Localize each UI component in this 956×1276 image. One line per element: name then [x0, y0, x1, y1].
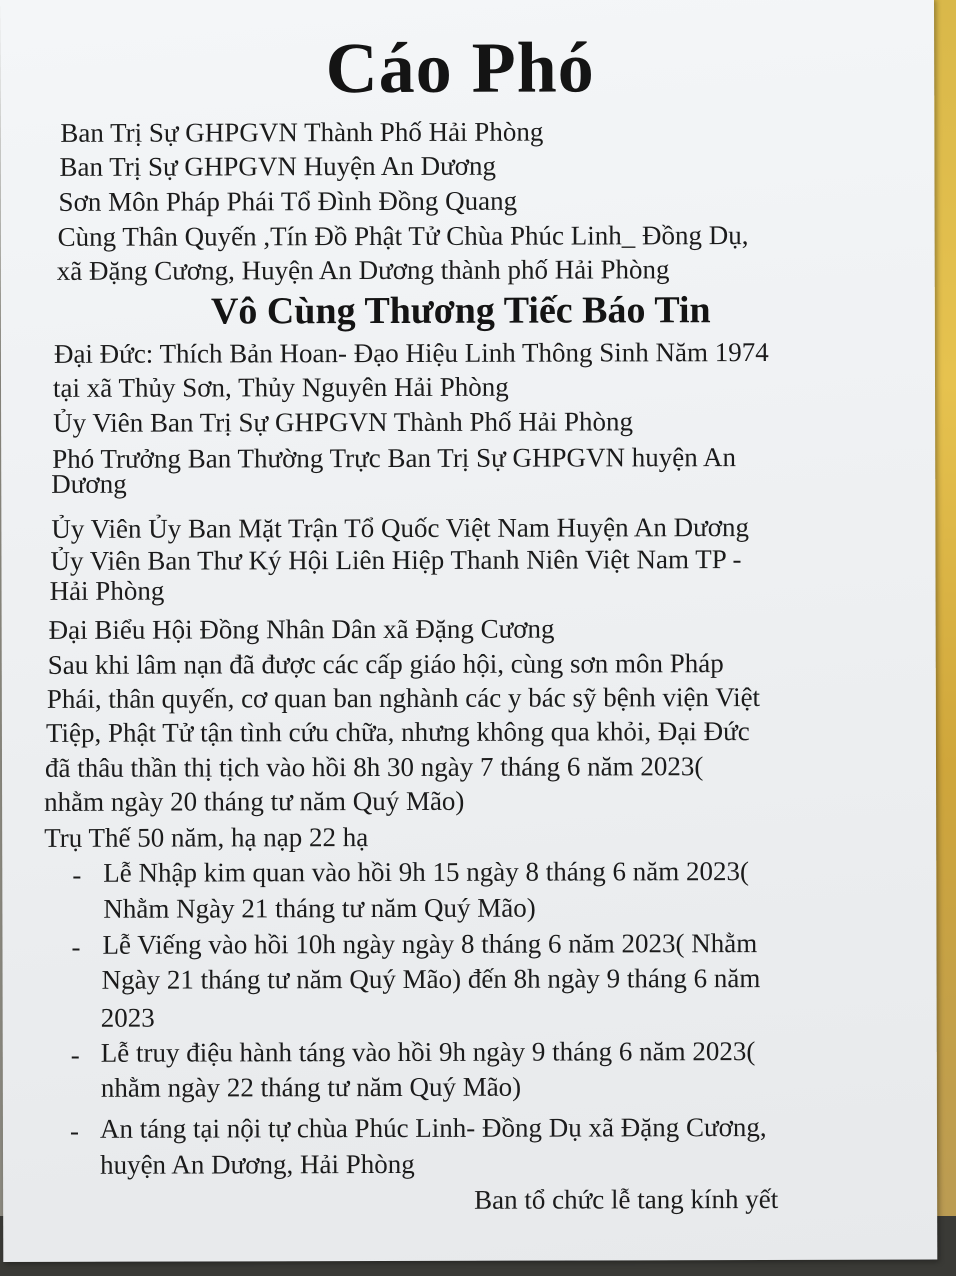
ceremony-line: Nhằm Ngày 21 tháng tư năm Quý Mão) — [103, 892, 536, 924]
announcement-heading: Vô Cùng Thương Tiếc Báo Tin — [210, 289, 711, 333]
deceased-line: Dương — [51, 468, 127, 499]
sender-line: Ban Trị Sự GHPGVN Huyện An Dương — [59, 150, 497, 182]
body-line: nhằm ngày 20 tháng tư năm Quý Mão) — [44, 785, 465, 817]
bullet-dash: - — [71, 931, 81, 962]
sender-line: xã Đặng Cương, Huyện An Dương thành phố Hải Phòng — [56, 254, 670, 286]
page-title: Cáo Phó — [325, 27, 595, 109]
bullet-dash: - — [69, 1115, 79, 1146]
ceremony-line: Lễ Viếng vào hồi 10h ngày ngày 8 tháng 6 năm 2023( Nhằm — [102, 928, 758, 960]
signoff: Ban tổ chức lễ tang kính yết — [474, 1183, 779, 1215]
bullet-dash: - — [70, 1039, 80, 1070]
ceremony-line: huyện An Dương, Hải Phòng — [100, 1148, 415, 1180]
deceased-line: Hải Phòng — [49, 575, 165, 606]
ceremony-line: Lễ truy điệu hành táng vào hồi 9h ngày 9 tháng 6 năm 2023( — [100, 1036, 756, 1068]
deceased-line: Phó Trưởng Ban Thường Trực Ban Trị Sự GHPGVN huyện An — [52, 442, 736, 474]
body-line: Phái, thân quyến, cơ quan ban nghành các y bác sỹ bệnh viện Việt — [46, 682, 761, 714]
ceremony-line: nhằm ngày 22 tháng tư năm Quý Mão) — [100, 1071, 522, 1103]
ceremony-line: Ngày 21 tháng tư năm Quý Mão) đến 8h ngày 9 tháng 6 năm — [101, 963, 761, 995]
deceased-line: Ủy Viên Ban Trị Sự GHPGVN Thành Phố Hải Phòng — [53, 406, 633, 438]
sender-line: Ban Trị Sự GHPGVN Thành Phố Hải Phòng — [60, 116, 544, 148]
bullet-dash: - — [72, 859, 82, 890]
sender-line: Cùng Thân Quyến ,Tín Đồ Phật Tử Chùa Phúc Linh_ Đồng Dụ, — [57, 220, 749, 252]
ceremony-line: 2023 — [100, 1002, 155, 1033]
deceased-line: Ủy Viên Ủy Ban Mặt Trận Tổ Quốc Việt Nam Huyện An Dương — [51, 512, 750, 544]
deceased-line: tại xã Thủy Sơn, Thủy Nguyên Hải Phòng — [52, 371, 509, 403]
body-line: Sau khi lâm nạn đã được các cấp giáo hội, cùng sơn môn Pháp — [47, 648, 724, 680]
body-line: đã thâu thần thị tịch vào hồi 8h 30 ngày 7 tháng 6 năm 2023( — [44, 751, 704, 783]
body-line: Trụ Thế 50 năm, hạ nạp 22 hạ — [44, 822, 369, 853]
ceremony-line: An táng tại nội tự chùa Phúc Linh- Đồng Dụ xã Đặng Cương, — [99, 1111, 767, 1144]
deceased-line: Đại Đức: Thích Bản Hoan- Đạo Hiệu Linh Thông Sinh Năm 1974 — [53, 336, 769, 369]
ceremony-line: Lễ Nhập kim quan vào hồi 9h 15 ngày 8 tháng 6 năm 2023( — [103, 856, 749, 888]
body-line: Tiệp, Phật Tử tận tình cứu chữa, nhưng không qua khỏi, Đại Đức — [45, 716, 750, 748]
sender-line: Sơn Môn Pháp Phái Tổ Đình Đồng Quang — [58, 185, 518, 217]
deceased-line: Ủy Viên Ban Thư Ký Hội Liên Hiệp Thanh Niên Việt Nam TP - — [50, 544, 742, 576]
deceased-line: Đại Biểu Hội Đồng Nhân Dân xã Đặng Cương — [48, 613, 555, 645]
